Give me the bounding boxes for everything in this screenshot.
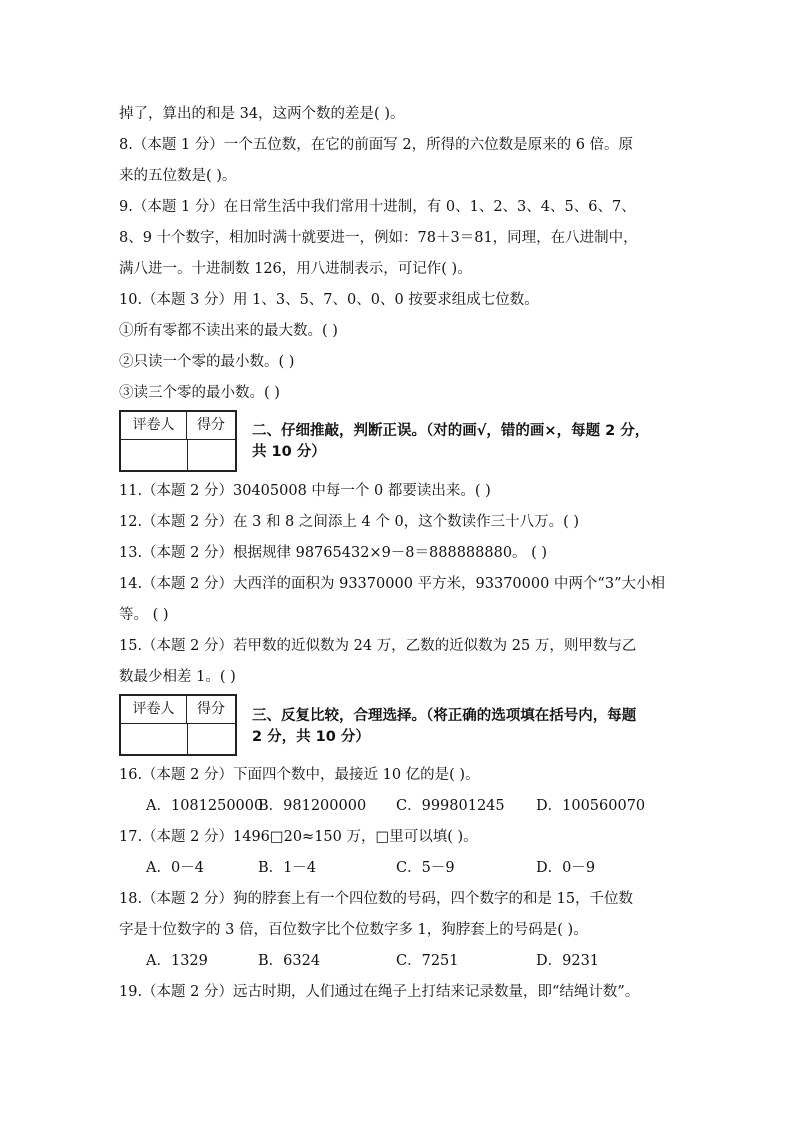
question-18: 18.（本题 2 分）狗的脖套上有一个四位数的号码，四个数字的和是 15，千位数 [119, 891, 634, 907]
option-a: A．0－4 [146, 860, 204, 876]
question-12: 12.（本题 2 分）在 3 和 8 之间添上 4 个 0，这个数读作三十八万。( ) [119, 514, 580, 530]
section-3-title: 三、反复比较，合理选择。（将正确的选项填在括号内，每题 [252, 708, 637, 724]
section-2-title: 二、仔细推敲，判断正误。（对的画√，错的画×，每题 2 分， [252, 423, 650, 439]
question-16: 16.（本题 2 分）下面四个数中，最接近 10 亿的是( )。 [119, 767, 480, 783]
question-8-cont: 来的五位数是( )。 [119, 168, 237, 184]
question-14: 14.（本题 2 分）大西洋的面积为 93370000 平方米，93370000 中两个“3”大小相 [119, 576, 665, 592]
score-label: 得分 [187, 696, 235, 724]
option-d: D．100560070 [536, 798, 646, 814]
text-line: 掉了，算出的和是 34，这两个数的差是( )。 [119, 106, 405, 122]
question-19: 19.（本题 2 分）远古时期，人们通过在绳子上打结来记录数量，即“结绳计数”。 [119, 984, 640, 1000]
question-14-cont: 等。 ( ) [119, 607, 169, 623]
question-10-part-1: ①所有零都不读出来的最大数。( ) [119, 323, 338, 339]
question-9-cont: 满八进一。十进制数 126，用八进制表示，可记作( )。 [119, 261, 472, 277]
option-c: C．5－9 [396, 860, 455, 876]
option-c: C．999801245 [396, 798, 505, 814]
question-15-cont: 数最少相差 1。( ) [119, 669, 236, 685]
question-13: 13.（本题 2 分）根据规律 98765432×9－8＝888888880。 ( ) [119, 545, 548, 561]
option-a: A．1081250000 [146, 798, 264, 814]
option-b: B．981200000 [258, 798, 367, 814]
option-a: A．1329 [146, 953, 208, 969]
grader-label: 评卷人 [121, 696, 187, 724]
question-15: 15.（本题 2 分）若甲数的近似数为 24 万，乙数的近似数为 25 万，则甲数与乙 [119, 638, 637, 654]
score-box-divider [187, 724, 188, 754]
question-9-cont: 8、9 十个数字，相加时满十就要进一，例如：78＋3＝81，同理，在八进制中， [119, 230, 638, 246]
section-3-title-cont: 2 分，共 10 分） [252, 729, 370, 745]
question-9: 9.（本题 1 分）在日常生活中我们常用十进制，有 0、1、2、3、4、5、6、7、 [119, 199, 636, 215]
question-18-cont: 字是十位数字的 3 倍，百位数字比个位数字多 1，狗脖套上的号码是( )。 [119, 922, 588, 938]
question-11: 11.（本题 2 分）30405008 中每一个 0 都要读出来。( ) [119, 483, 491, 499]
score-box [119, 410, 237, 472]
question-10-part-3: ③读三个零的最小数。( ) [119, 385, 280, 401]
score-box-divider [187, 440, 188, 470]
option-d: D．0－9 [536, 860, 596, 876]
option-b: B．1－4 [258, 860, 317, 876]
option-b: B．6324 [258, 953, 321, 969]
question-10-part-2: ②只读一个零的最小数。( ) [119, 354, 295, 370]
score-box [119, 694, 237, 756]
score-label: 得分 [187, 412, 235, 440]
question-10: 10.（本题 3 分）用 1、3、5、7、0、0、0 按要求组成七位数。 [119, 292, 539, 308]
question-17: 17.（本题 2 分）1496□20≈150 万，□里可以填( )。 [119, 829, 478, 845]
grader-label: 评卷人 [121, 412, 187, 440]
option-d: D．9231 [536, 953, 600, 969]
option-c: C．7251 [396, 953, 459, 969]
section-2-title-cont: 共 10 分） [252, 444, 326, 460]
question-8: 8.（本题 1 分）一个五位数，在它的前面写 2，所得的六位数是原来的 6 倍。原 [119, 137, 634, 153]
